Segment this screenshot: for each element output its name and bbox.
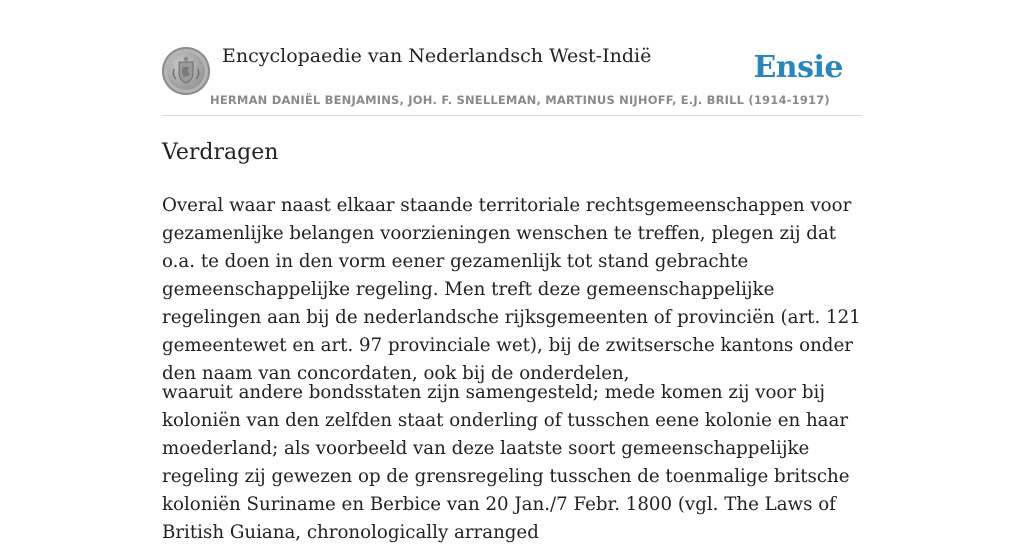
brand-logo-text[interactable]: Ensie: [753, 50, 843, 85]
page: [162, 0, 862, 543]
authors-line: HERMAN DANIËL BENJAMINS, JOH. F. SNELLEMAN, MARTINUS NIJHOFF, E.J. BRILL (1914-1917): [210, 93, 830, 107]
book-title[interactable]: Encyclopaedie van Nederlandsch West-Indië: [222, 45, 652, 67]
article-paragraph: Overal waar naast elkaar staande territoriale rechtsgemeenschappen voor gezamenlijke belangen voorzieningen wenschen te treffen, plegen zij dat o.a. te doen in den vorm eener gezamenlijk tot stand gebrachte gemeenschappelijke regeling. Men treft deze gemeenschappelijke regelingen aan bij de nederlandsche rijksgemeenten of provinciën (art. 121 gemeentewet en art. 97 provinciale wet), bij de zwitsersche kantons onder den naam van concordaten, ook bij de onderdelen,: [162, 195, 861, 384]
header: [162, 0, 862, 116]
article-paragraph: waaruit andere bondsstaten zijn samengesteld; mede komen zij voor bij koloniën van den zelfden staat onderling of tusschen eene kolonie en haar moederland; als voorbeeld van deze laatste soort gemeenschappelijke regeling zij gewezen op de grensregeling tusschen de toenmalige britsche koloniën Suriname en Berbice van 20 Jan./7 Febr. 1800 (vgl. The Laws of British Guiana, chronologically arranged: [162, 382, 850, 543]
article-title: Verdragen: [162, 140, 279, 165]
coat-of-arms-coin-icon[interactable]: [162, 47, 210, 95]
